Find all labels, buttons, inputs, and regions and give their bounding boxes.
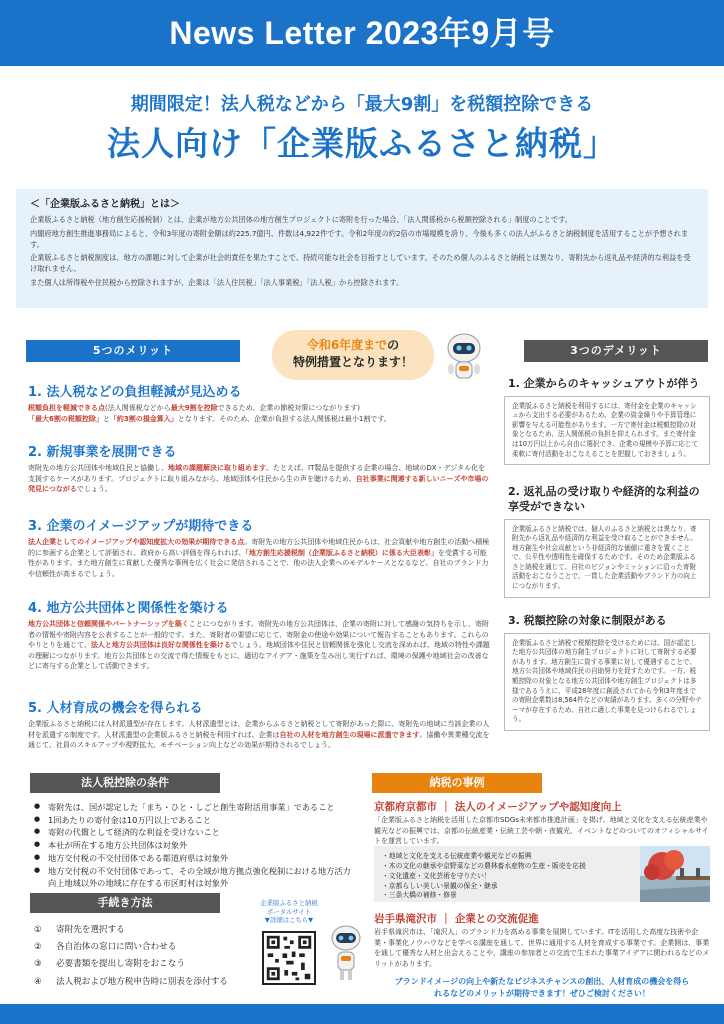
list-item (34, 939, 244, 956)
demerits-header: 3つのデメリット (524, 340, 708, 362)
merit-highlight: 「約3割の損金算入」 (109, 414, 178, 423)
intro-paragraph: 内閣府地方創生推進事務局によると、令和3年度の寄附金額は約225.7億円、件数は4,922件です。令和2年度の約2倍の市場規模を誇り、今後も多くの法人がふるさと納税制度を活用することが予想されます。 (30, 228, 689, 249)
step-text: 各自治体の窓口に問い合わせる (56, 942, 177, 953)
demerit-item (504, 614, 710, 731)
intro-paragraph: 企業版ふるさと納税（地方創生応援税制）とは、企業が地方公共団体の地方創生プロジェクトに寄附を行った場合、「法人関係税から税額控除される」制度のことです。 (30, 215, 572, 224)
intro-paragraph: また個人は所得税や住民税から控除されますが、企業は「法人住民税」「法人事業税」「法人税」から控除されます。 (30, 277, 404, 287)
merit-text: でしょう。地域団体や住民と信頼関係を強化し交流を深めれば、地域の特性や課題の理解につながります。地方公共団体との交流で得た情報をもとに、適切なアイデア・施策を生み出し実行すれば、環境の保護や地域社会の改善などに寄与する企業として活動できます。 (28, 641, 490, 670)
list-item: ・木の文化の継承や京野菜などの農林畜水産物の生産・販売を応援 (382, 861, 586, 870)
example-heading: 企業との交流促進 (454, 913, 539, 925)
list-item: ・三条大橋の補修・修景 (382, 891, 457, 900)
special-measure-bubble (272, 330, 434, 380)
merit-body (28, 719, 492, 751)
example-title: 岩手県滝沢市 ｜ 企業との交流促進 (374, 913, 539, 925)
robot-mascot-icon (440, 330, 488, 386)
newsletter-title: News Letter 2023年9月号 (169, 15, 555, 51)
kyoto-photo (640, 846, 710, 902)
merit-title: 2. 新規事業を展開できる (28, 445, 177, 460)
merit-item (28, 515, 492, 579)
list-item: ● 地方交付税の不交付団体であって、その全域が地方拠点強化税制における地方活力向上地域以外の地域に存在する市区町村は対象外 (34, 865, 354, 890)
merit-highlight: 地域の課題解決に取り組めます (168, 464, 266, 472)
merit-body (28, 463, 492, 495)
merit-title: 1. 法人税などの負担軽減が見込める (28, 385, 242, 400)
merit-text: となります。そのため、企業が負担する法人関係税は最小1割です。 (177, 414, 391, 423)
step-text: 寄附先を選択する (56, 925, 125, 935)
closing-message (370, 976, 714, 1000)
step-text: 必要書類を提出し寄附をおこなう (56, 959, 185, 970)
intro-paragraph: 企業版ふるさと納税制度は、地方の課題に対して企業が社会的責任を果たすことで、持続可能な社会を目指すとしています。そのため個人のふるさと納税とは異なり、寄附先から返礼品や経済的な利益を受け取れません。 (30, 253, 691, 274)
list-item: ・京都らしい美しい景観の保全・継承 (382, 881, 498, 890)
merit-text: できるため、企業の節税対策につながります) (217, 404, 360, 412)
merit-item (28, 697, 492, 751)
merit-text: ことにつながります。寄附先の地方公共団体は、企業の寄附に対して感謝の気持ちを示し、寄附者の情報や寄附内容を公表することが一般的です。また、寄附者の要望に応じて、寄附金の使途や効果について報告することもあります。これらのやりとりを通じて、 (28, 620, 490, 649)
demerit-title: 2. 返礼品の受け取りや経済的な利益の享受ができない (508, 485, 700, 513)
merit-highlight: 自社事業に関連する新しいニーズや市場の発見につながる (28, 474, 489, 493)
intro-heading: ＜「企業版ふるさと納税」とは＞ (30, 199, 180, 210)
merit-text: と (102, 414, 110, 423)
conditions-list (34, 801, 354, 890)
merit-text: (法人関係税などから (105, 404, 171, 412)
procedure-list (34, 922, 244, 991)
step-text: 法人税および地方税申告時に別表を添付する (56, 976, 228, 987)
merit-highlight: 地方公共団体と信頼関係やパートナーシップを築く (28, 620, 189, 628)
qr-label-line: ポータルサイト (266, 907, 312, 916)
list-item: ● 寄附先は、国が認定した「まち・ひと・しごと創生寄附活用事業」であること (34, 801, 354, 814)
footer-bar (0, 1004, 724, 1024)
list-item: ● 地方交付税の不交付団体である都道府県は対象外 (34, 852, 354, 865)
merit-title: 5. 人材育成の機会を得られる (28, 701, 203, 716)
list-item (34, 956, 244, 973)
demerit-title: 1. 企業からのキャッシュアウトが伴う (508, 377, 700, 390)
headline-title: 法人向け「企業版ふるさと納税」 (107, 124, 617, 163)
example-title: 京都府京都市 ｜ 法人のイメージアップや認知度向上 (374, 801, 622, 813)
list-item: ● 1回あたりの寄付金は10万円以上であること (34, 814, 354, 827)
merit-text: でしょう。 (76, 485, 112, 493)
merit-title: 4. 地方公共団体と関係性を築ける (28, 601, 229, 616)
merit-item (28, 597, 492, 672)
merit-item (28, 381, 492, 424)
merit-text: 。協働や異業種交流を通じて、社員のスキルアップや視野拡大、モチベーション向上などの効果が期待されるでしょう。 (28, 730, 490, 749)
merit-text: を受賞する可能性があります。また地方創生に貢献した優秀な事例を広く社会に発信されることで、他の法人企業へのモデルケースとなるなど、自社のブランド力や信頼性が高まるでしょう。 (28, 548, 489, 578)
merit-highlight: 「最大6割の税額控除」 (28, 414, 103, 423)
demerit-item (504, 377, 710, 465)
step-number: ③ (34, 959, 42, 970)
example-list (382, 852, 642, 901)
merit-title: 3. 企業のイメージアップが期待できる (28, 519, 254, 534)
demerit-body: 企業版ふるさと納税で税額控除を受けるためには、国が認定した地方公共団体の地方創生プロジェクトに対して寄附する必要があります。地方創生に資する事業に対して優遇することで、地方公共団体や地域住民の自助努力を促すためです。一方、税額控除の対象となる地方公共団体や地方創生プロジェクトは多様であるうえに、平成28年度に創設されてから令和3年度までの寄附企業数は8,564件などの実績があります。多くの分野やテーマが存在するため、自社に適した事業を見つけられるでしょう。 (504, 633, 710, 731)
merit-body (28, 619, 492, 672)
bubble-text: の (387, 338, 400, 352)
merit-text: 。たとえば、IT製品を提供する企業の場合、地域のDX・デジタル化を支援するケースがあります。プロジェクトに取り組みながら、地域団体や住民から生の声を聴けるため、 (28, 464, 486, 483)
qr-label (256, 899, 322, 925)
merit-body (28, 403, 492, 424)
merit-text: 。寄附先の地方公共団体や地域住民からは、社会貢献や地方創生の活動へ積極的に参画する企業として評価され、政府から高い評価を得られれば、 (28, 538, 490, 557)
list-item (34, 922, 244, 939)
example-body: 「企業版ふるさと納税を活用した京都市SDGs未来都市推進計画」を掲げ、地域と文化を支える伝統産業や観光などの振興では、京都の伝統産業・伝統工芸や朝・夜観光、イベントなどのついてのオフィシャルサイトを運営しています。 (374, 816, 709, 845)
robot-mascot-icon (326, 922, 366, 984)
closing-line: ブランドイメージの向上や新たなビジネスチャンスの創出、人材育成の機会を得ら (394, 977, 690, 986)
merit-highlight: 税額負担を軽減できる点 (28, 404, 105, 412)
step-number: ④ (34, 976, 42, 987)
bubble-line2: 特例措置となります！ (292, 354, 413, 369)
demerit-title: 3. 税額控除の対象に制限がある (508, 614, 667, 627)
merit-body (28, 537, 492, 579)
merit-text: 寄附先の地方公共団体や地域住民と協働し、 (28, 464, 168, 472)
list-item: ● 寄附の代償として経済的な利益を受けないこと (34, 826, 354, 839)
merit-highlight: 最大9割を控除 (170, 404, 218, 412)
qr-label-line: ▼詳細はこちら▼ (264, 916, 314, 925)
merit-highlight: 自社の人材を地方創生の現場に派遣できます (279, 730, 420, 739)
merit-text: 企業版ふるさと納税には人材派遣型が存在します。人材派遣型とは、企業からふるさと納税として寄附があった際に、寄附先の地域に当該企業の人材を派遣する制度です。人材派遣型の企業版ふるさと納税を利用すれば、企業は (28, 720, 490, 739)
qr-label-line: 企業版ふるさと納税 (260, 899, 318, 907)
merits-header: 5つのメリット (26, 340, 240, 362)
demerit-body: 企業版ふるさと納税を利用するには、寄付金を企業のキャッシュから支出する必要があるため、企業の資金繰りや予算管理に影響を与える可能性があります。一方で寄付金は税額控除の対象となるため、法人関係税の負担を抑えられます。また寄付金は10万円以上から自由に選択でき、企業の規模や予算に応じて柔軟に寄付活動をおこなえることを把握しておきましょう。 (504, 396, 710, 465)
list-item: ・文化遺産・文化芸術を守りたい！ (382, 871, 491, 880)
merit-item (28, 441, 492, 495)
example-place: 岩手県滝沢市 (374, 913, 437, 925)
step-number: ② (34, 942, 42, 953)
list-item (34, 974, 244, 991)
list-item: ● 本社が所在する地方公共団体は対象外 (34, 839, 354, 852)
demerit-body: 企業版ふるさと納税では、個人のふるさと納税とは異なり、寄附先から返礼品や経済的な利益を受け取ることができません。地方創生や社会貢献という非経済的な価値に重きを置くことで、公平性や透明性を確保するためです。そのため企業版ふるさと納税を通じて、自社のビジョンやミッションに沿った寄附活動をおこなうことで、一貫した企業活動やブランド力の向上につながります。 (504, 519, 710, 598)
demerit-item (504, 485, 710, 598)
closing-line: れるなどのメリットが期待できます！ぜひご検討ください！ (434, 989, 650, 998)
intro-box (16, 189, 708, 308)
example-heading: 法人のイメージアップや認知度向上 (454, 801, 622, 813)
list-item: ・地域と文化を支える伝統産業や観光などの振興 (382, 852, 532, 860)
procedure-header: 手続き方法 (30, 893, 220, 913)
example-place: 京都府京都市 (374, 801, 437, 813)
example-body: 岩手県滝沢市は、「滝沢人」のブランド力を高める事業を展開しています。ITを活用した高度な技術や企業・事業化ノウハウなどを学べる講座を通して、世界に通用する人材を育成する事業です。企業側は、事業を通して優秀な人材と出会えることや、講座の参加者との交流で生まれた事業アイデアに関われるなどのメリットがあります。 (374, 928, 710, 968)
merit-highlight: 法人企業としてのイメージアップや認知度拡大の効果が期待できる点 (28, 538, 245, 546)
conditions-header: 法人税控除の条件 (30, 773, 220, 793)
step-number: ① (34, 925, 42, 935)
qr-code-icon[interactable] (262, 931, 316, 985)
merit-highlight: 法人と地方公共団体は良好な関係性を築ける (90, 641, 231, 649)
headline-subtitle: 期間限定！法人税などから「最大9割」を税額控除できる (130, 94, 594, 115)
newsletter-header (0, 0, 724, 66)
bubble-highlight: 令和6年度まで (306, 338, 388, 352)
merit-highlight: 「地方創生応援税制（企業版ふるさと納税）に係る大臣表彰」 (245, 548, 438, 557)
examples-header: 納税の事例 (372, 773, 542, 793)
